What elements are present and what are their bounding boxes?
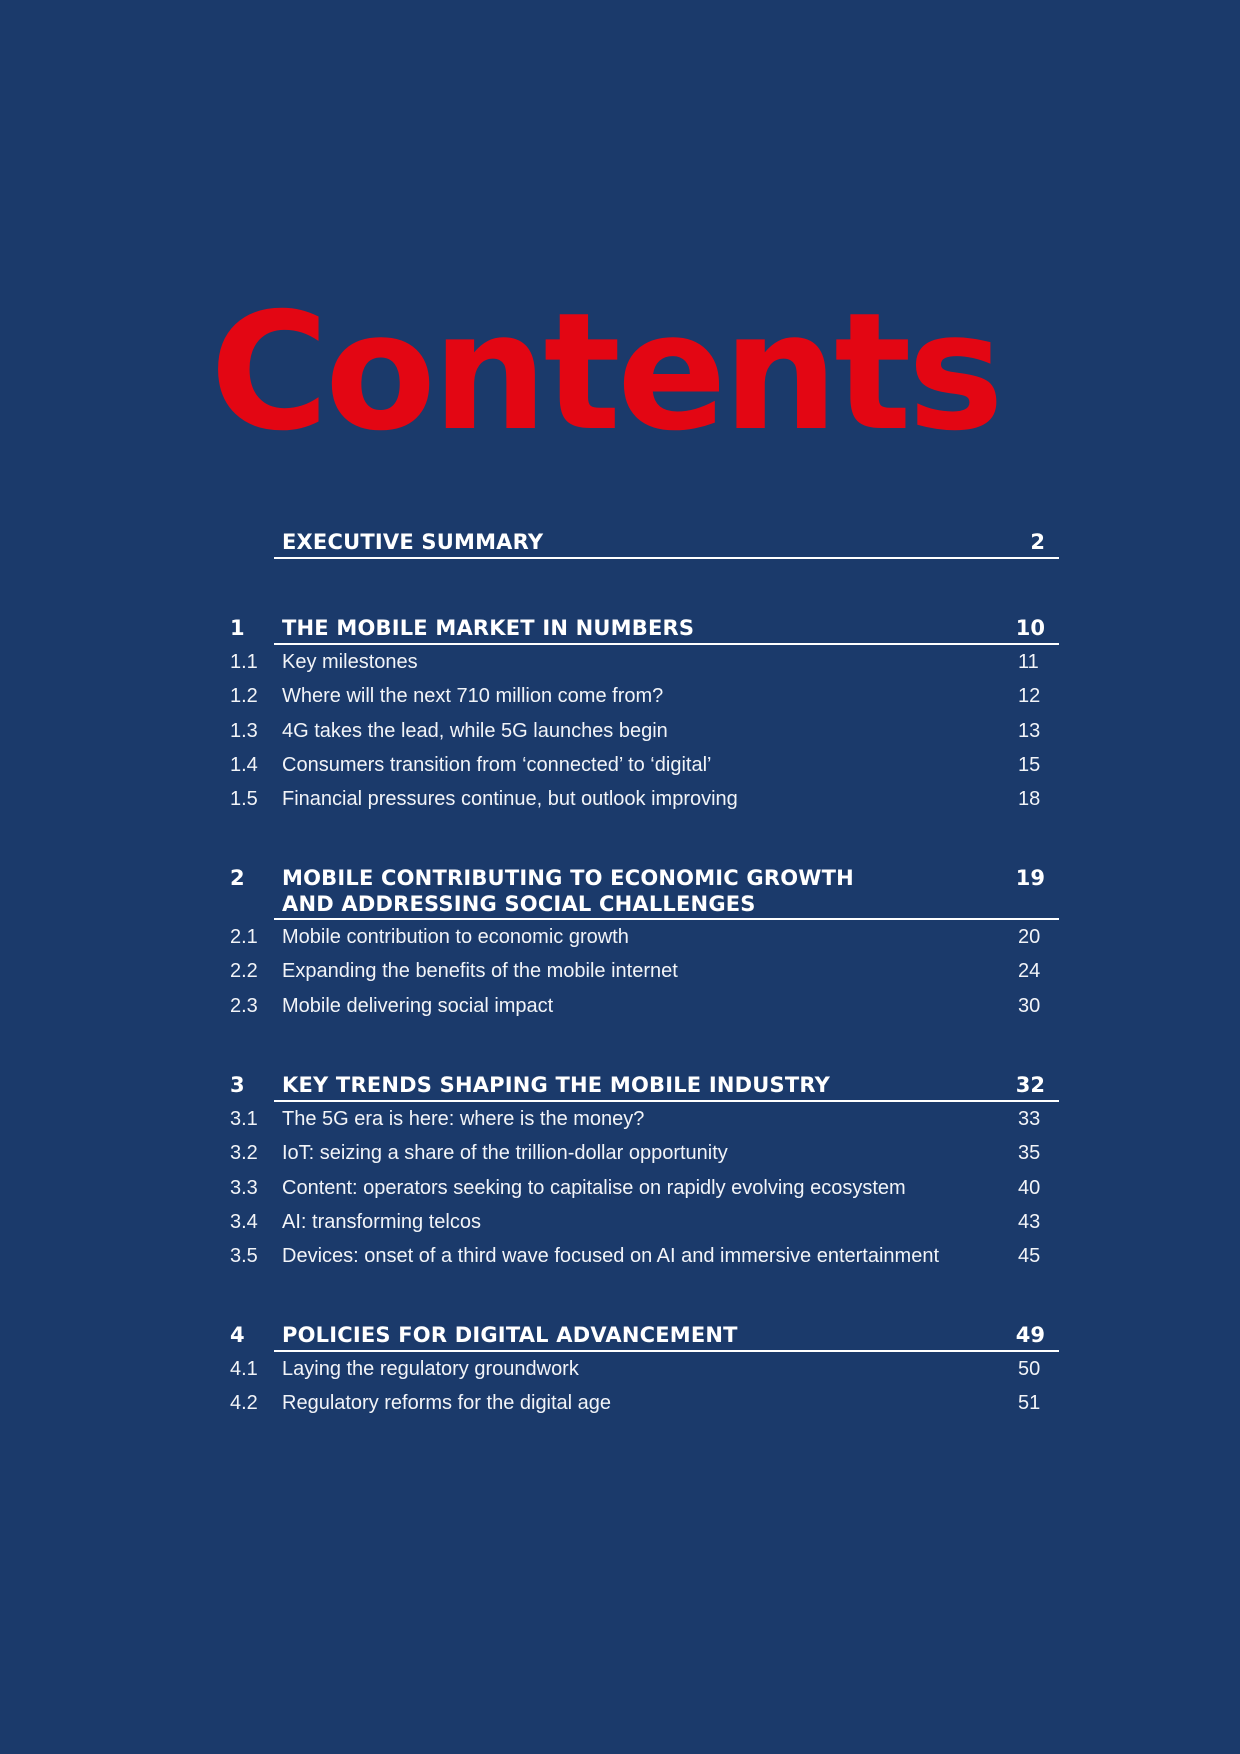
toc-item[interactable] (0, 1352, 1240, 1386)
item-page: 45 (1018, 1245, 1041, 1268)
item-page: 43 (1018, 1210, 1041, 1233)
section-page: 10 (1015, 616, 1045, 640)
item-page: 30 (1018, 994, 1041, 1017)
item-number: 3.2 (230, 1142, 258, 1165)
toc-executive-summary[interactable] (0, 529, 1240, 559)
item-label: Devices: onset of a third wave focused on AI and immersive entertainment (282, 1245, 940, 1268)
item-number: 2.2 (230, 960, 258, 983)
item-number: 1.1 (230, 651, 258, 673)
item-number: 2.1 (230, 926, 258, 948)
toc-section-1[interactable] (0, 615, 1240, 645)
section-2-items (0, 920, 1240, 1023)
item-label: Consumers transition from ‘connected’ to ‘digital’ (282, 753, 712, 776)
item-page: 13 (1018, 719, 1041, 742)
item-label: Expanding the benefits of the mobile internet (282, 960, 678, 983)
toc-item[interactable] (0, 782, 1240, 816)
section-4-items (0, 1352, 1240, 1421)
section-page: 49 (1015, 1323, 1045, 1347)
section-number: 3 (230, 1073, 245, 1097)
item-label: The 5G era is here: where is the money? (282, 1108, 645, 1130)
item-page: 35 (1018, 1142, 1041, 1165)
section-title: KEY TRENDS SHAPING THE MOBILE INDUSTRY (282, 1073, 831, 1097)
toc-section-3[interactable] (0, 1072, 1240, 1102)
item-label: Mobile contribution to economic growth (282, 926, 629, 948)
item-page: 11 (1018, 651, 1039, 673)
item-label: Where will the next 710 million come from? (282, 685, 664, 708)
item-label: Key milestones (282, 651, 418, 673)
item-page: 33 (1018, 1108, 1041, 1130)
item-number: 1.3 (230, 719, 258, 742)
item-number: 1.2 (230, 685, 258, 708)
toc-item[interactable] (0, 679, 1240, 713)
item-page: 51 (1018, 1392, 1041, 1415)
section-title: POLICIES FOR DIGITAL ADVANCEMENT (282, 1323, 738, 1347)
item-number: 3.1 (230, 1108, 258, 1130)
item-label: AI: transforming telcos (282, 1210, 481, 1233)
toc-item[interactable] (0, 1239, 1240, 1273)
section-page: 19 (1015, 866, 1045, 890)
section-number: 1 (230, 616, 245, 640)
toc-item[interactable] (0, 1136, 1240, 1170)
item-number: 3.5 (230, 1245, 258, 1268)
section-3-items (0, 1102, 1240, 1273)
item-number: 3.4 (230, 1210, 258, 1233)
toc-item[interactable] (0, 714, 1240, 748)
item-label: 4G takes the lead, while 5G launches begin (282, 719, 668, 742)
toc-item[interactable] (0, 1386, 1240, 1420)
item-page: 20 (1018, 926, 1041, 948)
item-label: Mobile delivering social impact (282, 994, 554, 1017)
executive-summary-page: 2 (1030, 530, 1045, 554)
toc-section-2[interactable] (0, 865, 1240, 916)
page-title: Contents (210, 279, 1001, 467)
item-page: 18 (1018, 788, 1041, 811)
item-label: Laying the regulatory groundwork (282, 1358, 579, 1380)
section-page: 32 (1015, 1073, 1045, 1097)
toc-item[interactable] (0, 920, 1240, 954)
toc-item[interactable] (0, 989, 1240, 1023)
item-number: 2.3 (230, 994, 258, 1017)
toc-item[interactable] (0, 1171, 1240, 1205)
toc-item[interactable] (0, 1205, 1240, 1239)
item-number: 1.4 (230, 753, 258, 776)
section-title: MOBILE CONTRIBUTING TO ECONOMIC GROWTH AND ADDRESSING SOCIAL CHALLENGES (282, 866, 854, 916)
item-label: Regulatory reforms for the digital age (282, 1392, 612, 1415)
executive-summary-title: EXECUTIVE SUMMARY (282, 530, 544, 554)
item-number: 4.1 (230, 1358, 258, 1380)
toc-item[interactable] (0, 748, 1240, 782)
item-label: Financial pressures continue, but outlook improving (282, 788, 738, 811)
section-number: 4 (230, 1323, 245, 1347)
item-page: 12 (1018, 685, 1041, 708)
item-number: 1.5 (230, 788, 258, 811)
executive-summary-rule (274, 557, 1059, 559)
item-label: Content: operators seeking to capitalise on rapidly evolving ecosystem (282, 1176, 906, 1199)
item-number: 4.2 (230, 1392, 258, 1415)
item-number: 3.3 (230, 1176, 258, 1199)
section-number: 2 (230, 866, 245, 890)
toc-item[interactable] (0, 645, 1240, 679)
item-page: 40 (1018, 1176, 1041, 1199)
toc-item[interactable] (0, 1102, 1240, 1136)
toc-section-4[interactable] (0, 1322, 1240, 1352)
item-page: 50 (1018, 1358, 1041, 1380)
toc-item[interactable] (0, 954, 1240, 988)
section-1-items (0, 645, 1240, 816)
section-title: THE MOBILE MARKET IN NUMBERS (282, 616, 695, 640)
item-label: IoT: seizing a share of the trillion-dollar opportunity (282, 1142, 728, 1165)
item-page: 15 (1018, 753, 1041, 776)
item-page: 24 (1018, 960, 1041, 983)
